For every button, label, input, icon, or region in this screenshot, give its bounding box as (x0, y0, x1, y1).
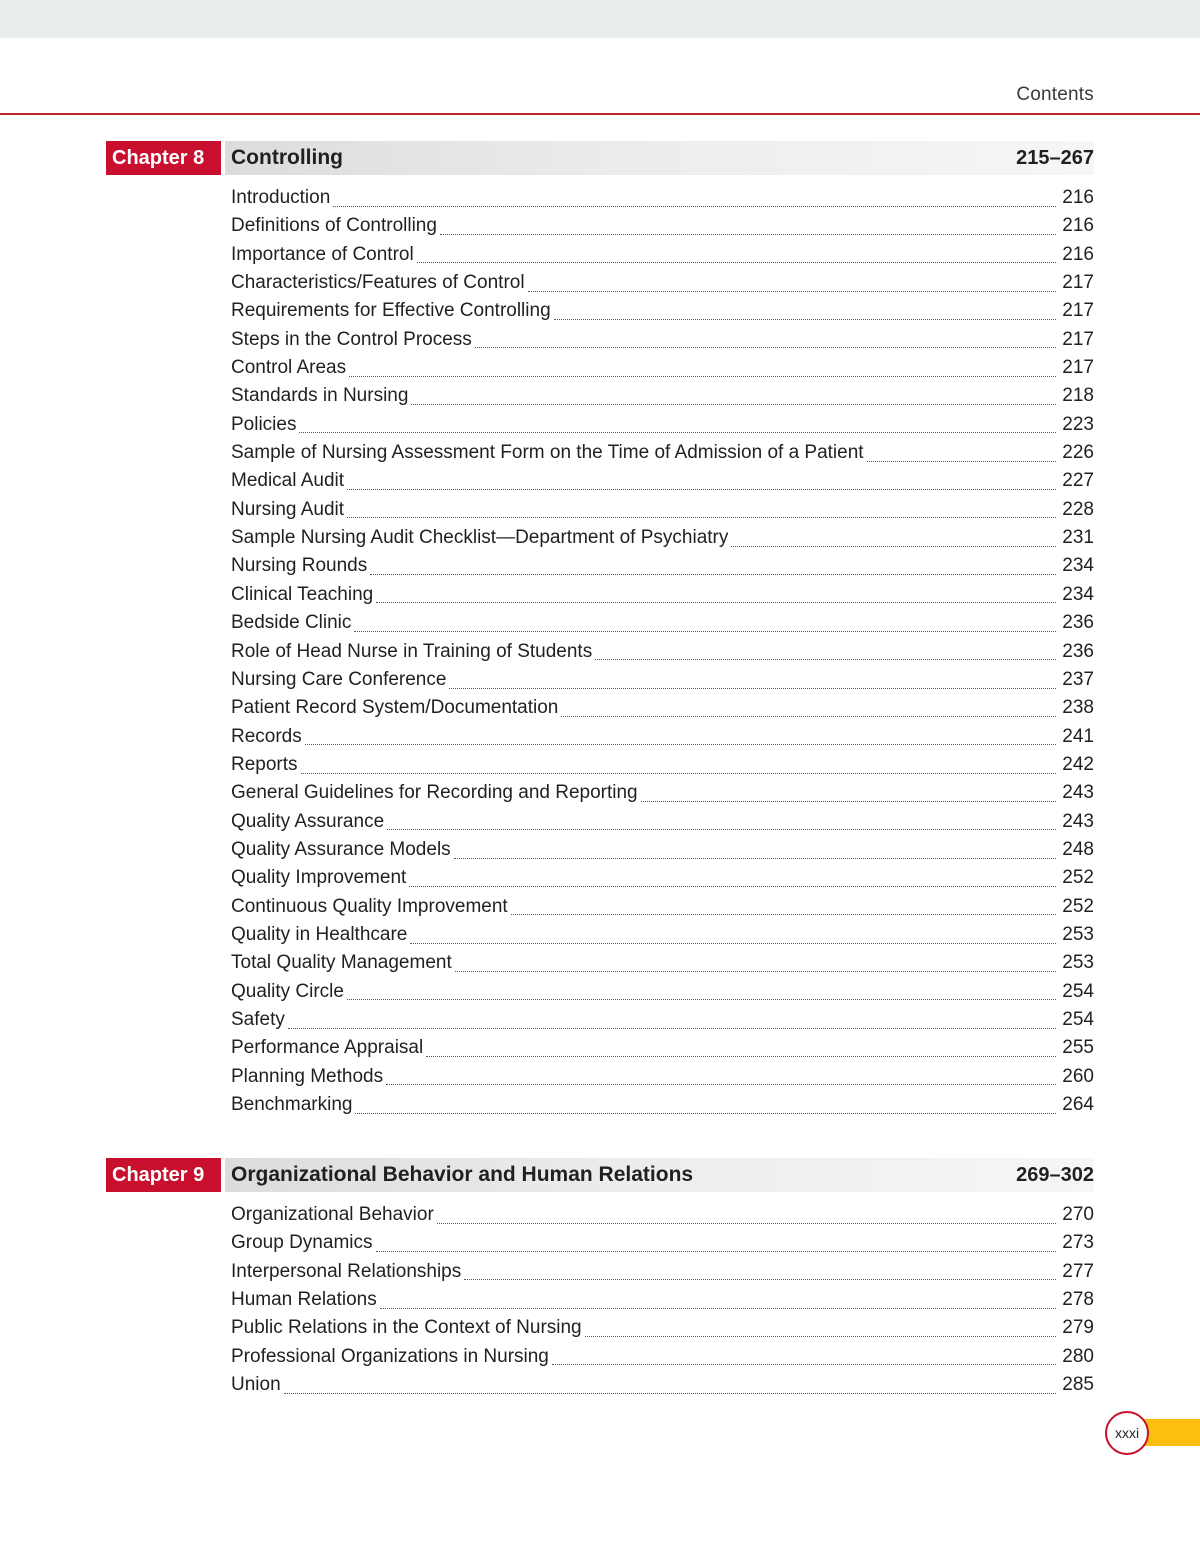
toc-entry[interactable] (231, 527, 1094, 555)
toc-entry[interactable] (231, 300, 1094, 328)
dot-leader (299, 432, 1056, 433)
dot-leader (464, 1279, 1056, 1280)
dot-leader (455, 971, 1056, 972)
toc-entry[interactable] (231, 924, 1094, 952)
toc-entry[interactable] (231, 470, 1094, 498)
chapter-heading (106, 1158, 1094, 1192)
toc-entry-title: Patient Record System/Documentation (231, 697, 559, 719)
dot-leader (552, 1364, 1056, 1365)
toc-entry-page: 241 (1062, 725, 1094, 747)
dot-leader (376, 1251, 1057, 1252)
dot-leader (355, 1113, 1056, 1114)
chapter-page-range: 215–267 (1016, 147, 1094, 169)
toc-entry-title: Safety (231, 1008, 285, 1030)
toc-entry-page: 252 (1062, 867, 1094, 889)
toc-entry-title: Characteristics/Features of Control (231, 272, 525, 294)
dot-leader (528, 291, 1056, 292)
toc-entry[interactable] (231, 867, 1094, 895)
toc-entry-title: Public Relations in the Context of Nursing (231, 1317, 582, 1339)
toc-entry[interactable] (231, 669, 1094, 697)
toc-entry-title: Nursing Rounds (231, 555, 368, 577)
dot-leader (440, 234, 1056, 235)
dot-leader (409, 886, 1056, 887)
toc-entry-title: Human Relations (231, 1289, 377, 1311)
toc-entry-title: Planning Methods (231, 1065, 384, 1087)
toc-entry-page: 253 (1062, 952, 1094, 974)
toc-entry-title: Bedside Clinic (231, 612, 352, 634)
dot-leader (347, 517, 1056, 518)
toc-list (231, 1204, 1094, 1402)
toc-entry-page: 248 (1062, 838, 1094, 860)
toc-entry-title: Quality Assurance (231, 810, 385, 832)
toc-entry[interactable] (231, 896, 1094, 924)
toc-entry-title: Importance of Control (231, 243, 414, 265)
toc-entry-title: Nursing Care Conference (231, 668, 447, 690)
toc-entry-title: Quality in Healthcare (231, 923, 408, 945)
toc-entry-page: 242 (1062, 753, 1094, 775)
top-band (0, 0, 1200, 38)
dot-leader (284, 1393, 1056, 1394)
toc-entry-title: Performance Appraisal (231, 1037, 424, 1059)
page-number: xxxi (1105, 1411, 1149, 1455)
toc-entry[interactable] (231, 272, 1094, 300)
toc-entry-page: 236 (1062, 612, 1094, 634)
dot-leader (731, 546, 1056, 547)
toc-entry[interactable] (231, 555, 1094, 583)
dot-leader (411, 404, 1056, 405)
toc-entry-page: 254 (1062, 1008, 1094, 1030)
toc-entry-title: Introduction (231, 187, 331, 208)
dot-leader (347, 999, 1056, 1000)
toc-entry-page: 237 (1062, 668, 1094, 690)
toc-entry[interactable] (231, 1317, 1094, 1345)
toc-entry[interactable] (231, 811, 1094, 839)
toc-entry-title: Sample Nursing Audit Checklist—Department of Psychiatry (231, 527, 729, 549)
chapter-label: Chapter 9 (106, 1158, 221, 1192)
dot-leader (305, 744, 1056, 745)
toc-entry-page: 227 (1062, 470, 1094, 492)
chapter-page-range: 269–302 (1016, 1164, 1094, 1186)
toc-entry-page: 228 (1062, 498, 1094, 520)
toc-entry-page: 218 (1062, 385, 1094, 407)
toc-entry-page: 217 (1062, 300, 1094, 322)
toc-entry[interactable] (231, 1346, 1094, 1374)
toc-entry-title: Role of Head Nurse in Training of Students (231, 640, 593, 662)
toc-entry-title: Continuous Quality Improvement (231, 895, 508, 917)
toc-entry-page: 285 (1062, 1374, 1094, 1396)
dot-leader (370, 574, 1056, 575)
toc-entry-title: Quality Improvement (231, 867, 407, 889)
toc-entry[interactable] (231, 385, 1094, 413)
toc-entry-page: 277 (1062, 1260, 1094, 1282)
toc-entry[interactable] (231, 1289, 1094, 1317)
dot-leader (426, 1056, 1056, 1057)
chapter-heading (106, 141, 1094, 175)
toc-entry-page: 280 (1062, 1345, 1094, 1367)
toc-entry[interactable] (231, 1374, 1094, 1402)
toc-entry[interactable] (231, 1066, 1094, 1094)
chapter-title: Controlling (231, 146, 343, 169)
toc-entry-page: 223 (1062, 413, 1094, 435)
dot-leader (585, 1336, 1056, 1337)
toc-entry[interactable] (231, 584, 1094, 612)
toc-entry-page: 243 (1062, 810, 1094, 832)
toc-entry[interactable] (231, 782, 1094, 810)
toc-entry-title: Steps in the Control Process (231, 328, 472, 350)
toc-entry-title: Group Dynamics (231, 1232, 373, 1254)
toc-entry-page: 270 (1062, 1204, 1094, 1225)
dot-leader (347, 489, 1056, 490)
toc-entry-page: 217 (1062, 328, 1094, 350)
toc-entry-page: 217 (1062, 272, 1094, 294)
toc-entry-page: 279 (1062, 1317, 1094, 1339)
toc-entry-page: 260 (1062, 1065, 1094, 1087)
toc-entry[interactable] (231, 1094, 1094, 1122)
toc-entry-title: Total Quality Management (231, 952, 452, 974)
dot-leader (554, 319, 1056, 320)
toc-entry[interactable] (231, 215, 1094, 243)
toc-entry-title: Union (231, 1374, 281, 1396)
toc-entry[interactable] (231, 442, 1094, 470)
dot-leader (417, 262, 1056, 263)
toc-entry-page: 264 (1062, 1094, 1094, 1115)
toc-entry[interactable] (231, 726, 1094, 754)
dot-leader (454, 858, 1056, 859)
toc-entry[interactable] (231, 612, 1094, 640)
toc-entry-page: 273 (1062, 1232, 1094, 1254)
toc-list (231, 187, 1094, 1122)
dot-leader (511, 914, 1056, 915)
toc-entry[interactable] (231, 1204, 1094, 1232)
toc-entry[interactable] (231, 952, 1094, 980)
dot-leader (437, 1223, 1056, 1224)
dot-leader (595, 659, 1056, 660)
toc-entry-page: 236 (1062, 640, 1094, 662)
toc-entry-page: 253 (1062, 923, 1094, 945)
dot-leader (475, 347, 1056, 348)
toc-entry[interactable] (231, 641, 1094, 669)
toc-entry-page: 216 (1062, 215, 1094, 237)
toc-entry[interactable] (231, 1009, 1094, 1037)
dot-leader (376, 602, 1056, 603)
running-head: Contents (1016, 84, 1094, 105)
chapter-title-band (225, 1158, 1094, 1192)
toc-entry[interactable] (231, 499, 1094, 527)
toc-entry-title: Requirements for Effective Controlling (231, 300, 551, 322)
header-rule (0, 113, 1200, 115)
dot-leader (301, 773, 1056, 774)
toc-entry-title: Organizational Behavior (231, 1204, 434, 1225)
toc-entry[interactable] (231, 981, 1094, 1009)
toc-entry-page: 238 (1062, 697, 1094, 719)
toc-entry-page: 243 (1062, 782, 1094, 804)
dot-leader (333, 206, 1056, 207)
toc-entry-title: General Guidelines for Recording and Reporting (231, 782, 638, 804)
toc-entry[interactable] (231, 187, 1094, 215)
toc-entry-page: 234 (1062, 583, 1094, 605)
toc-entry[interactable] (231, 357, 1094, 385)
toc-entry-title: Professional Organizations in Nursing (231, 1345, 549, 1367)
toc-entry-page: 234 (1062, 555, 1094, 577)
toc-entry[interactable] (231, 329, 1094, 357)
toc-entry-title: Interpersonal Relationships (231, 1260, 462, 1282)
dot-leader (410, 943, 1056, 944)
dot-leader (387, 829, 1056, 830)
toc-entry-title: Medical Audit (231, 470, 345, 492)
dot-leader (288, 1028, 1056, 1029)
toc-entry-title: Records (231, 725, 302, 747)
toc-entry-title: Quality Circle (231, 980, 344, 1002)
toc-entry-title: Definitions of Controlling (231, 215, 437, 237)
toc-entry[interactable] (231, 1037, 1094, 1065)
toc-entry-title: Policies (231, 413, 297, 435)
toc-entry-page: 231 (1062, 527, 1094, 549)
toc-entry-title: Benchmarking (231, 1094, 353, 1115)
toc-entry-page: 216 (1062, 243, 1094, 265)
toc-entry-page: 252 (1062, 895, 1094, 917)
toc-entry-page: 216 (1062, 187, 1094, 208)
toc-entry[interactable] (231, 1261, 1094, 1289)
dot-leader (386, 1084, 1056, 1085)
toc-entry-title: Quality Assurance Models (231, 838, 451, 860)
dot-leader (867, 461, 1056, 462)
toc-entry-title: Sample of Nursing Assessment Form on the Time of Admission of a Patient (231, 442, 864, 464)
toc-entry[interactable] (231, 697, 1094, 725)
toc-entry[interactable] (231, 839, 1094, 867)
dot-leader (354, 631, 1056, 632)
chapter-label: Chapter 8 (106, 141, 221, 175)
dot-leader (380, 1308, 1056, 1309)
toc-entry[interactable] (231, 754, 1094, 782)
toc-entry-page: 254 (1062, 980, 1094, 1002)
toc-entry-title: Reports (231, 753, 298, 775)
toc-entry-title: Nursing Audit (231, 498, 345, 520)
toc-entry-title: Standards in Nursing (231, 385, 409, 407)
chapter-title: Organizational Behavior and Human Relations (231, 1163, 694, 1186)
toc-entry-page: 255 (1062, 1037, 1094, 1059)
dot-leader (449, 688, 1056, 689)
toc-entry-title: Control Areas (231, 357, 347, 379)
toc-entry-page: 278 (1062, 1289, 1094, 1311)
toc-entry-page: 217 (1062, 357, 1094, 379)
toc-entry-page: 226 (1062, 442, 1094, 464)
toc-entry-title: Clinical Teaching (231, 583, 374, 605)
toc-entry[interactable] (231, 244, 1094, 272)
toc-entry[interactable] (231, 414, 1094, 442)
chapter-title-band (225, 141, 1094, 175)
dot-leader (561, 716, 1056, 717)
dot-leader (641, 801, 1056, 802)
dot-leader (349, 376, 1056, 377)
toc-entry[interactable] (231, 1232, 1094, 1260)
